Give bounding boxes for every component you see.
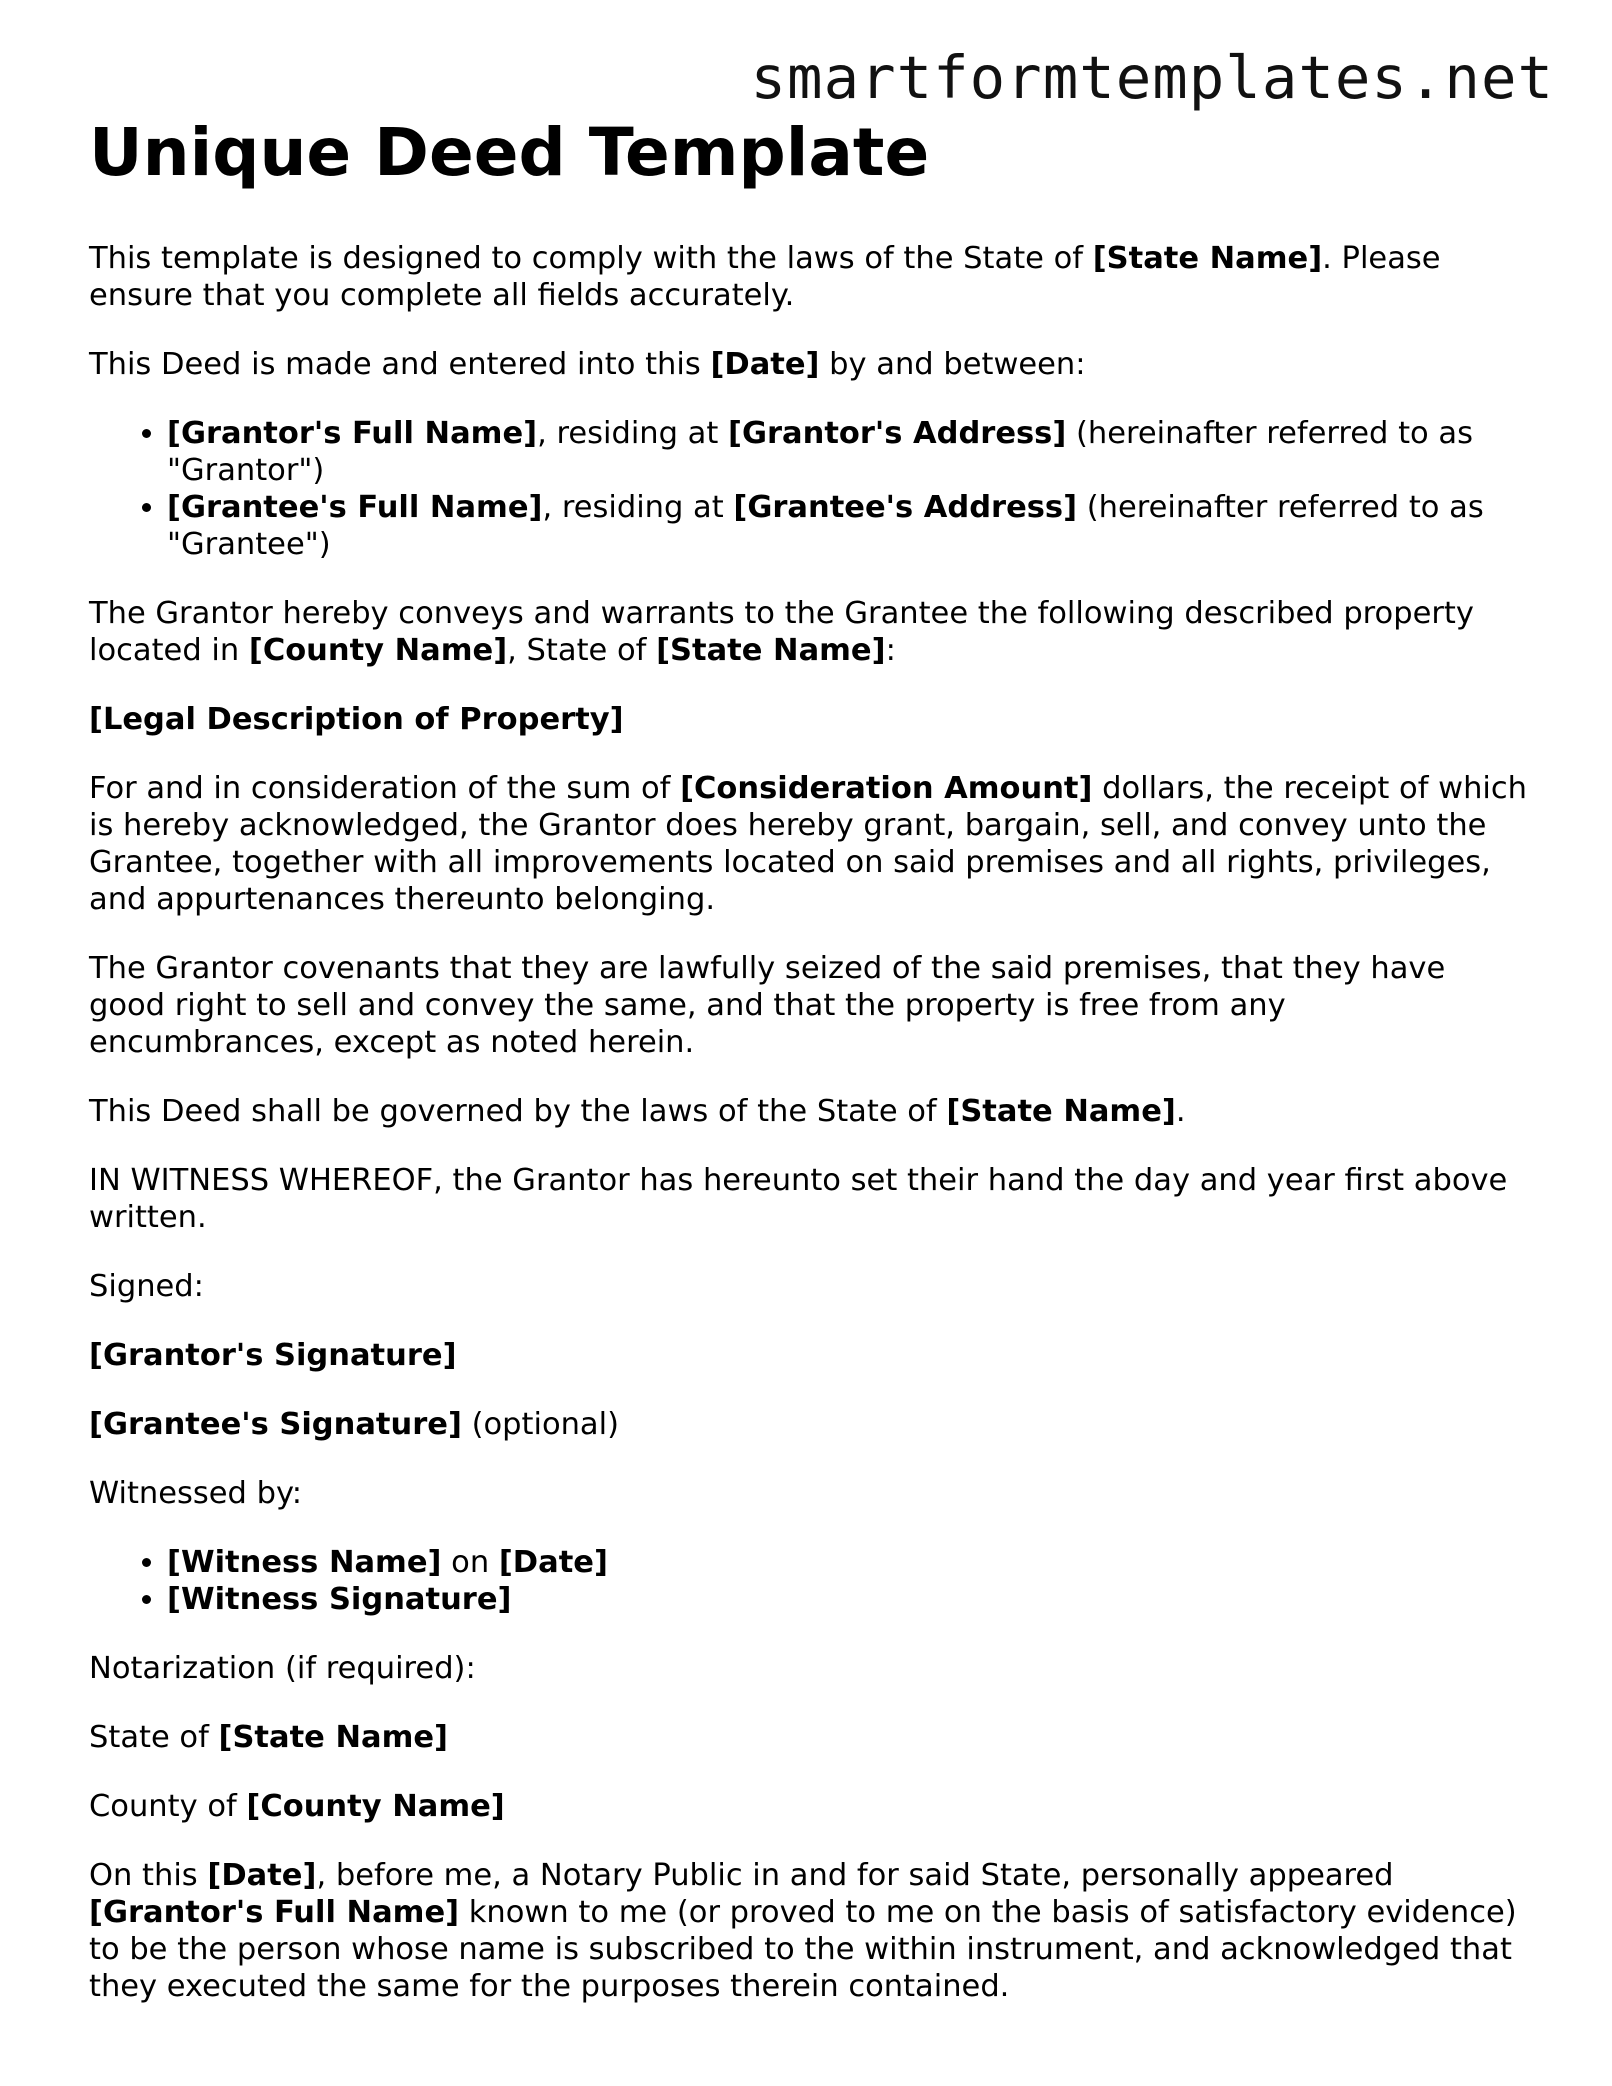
date-placeholder: [Date] <box>207 1858 317 1893</box>
state-name-placeholder: [State Name] <box>656 633 886 668</box>
witness-list <box>89 1544 1529 1618</box>
site-watermark: smartformtemplates.net <box>750 43 1554 112</box>
witness-name-placeholder: [Witness Name] <box>167 1545 442 1580</box>
list-item <box>167 1581 1529 1618</box>
date-placeholder: [Date] <box>498 1545 608 1580</box>
grantor-address-placeholder: [Grantor's Address] <box>728 416 1067 451</box>
state-name-placeholder: [State Name] <box>218 1720 448 1755</box>
witness-signature-placeholder: [Witness Signature] <box>167 1582 512 1617</box>
list-item: • [Grantee's Full Name], residing at [Grantee's Address] (hereinafter referred to as "Grantee") <box>167 489 1529 563</box>
grantor-name-placeholder: [Grantor's Full Name] <box>89 1895 460 1930</box>
witness-whereof-paragraph: IN WITNESS WHEREOF, the Grantor has hereunto set their hand the day and year first above written. <box>89 1163 1508 1235</box>
covenant-paragraph: The Grantor covenants that they are lawfully seized of the said premises, that they have good right to sell and convey the same, and that the property is free from any encumbrances, except as noted herein. <box>89 951 1446 1060</box>
consideration-paragraph: For and in consideration of the sum of [Consideration Amount] dollars, the receipt of which is hereby acknowledged, the Grantor does hereby grant, bargain, sell, and convey unto the Grantee, together with all improvements located on said premises and all rights, privileges, and appurtenances thereunto belonging. <box>89 771 1527 917</box>
notarization-label: Notarization (if required): <box>89 1651 476 1686</box>
county-name-placeholder: [County Name] <box>248 633 508 668</box>
witnessed-by-label: Witnessed by: <box>89 1476 303 1511</box>
date-placeholder: [Date] <box>710 347 820 382</box>
grantee-address-placeholder: [Grantee's Address] <box>733 490 1078 525</box>
list-item: • [Witness Name] on [Date] <box>167 1544 1529 1581</box>
notary-state-line: State of [State Name] <box>89 1720 448 1755</box>
parties-list <box>89 415 1529 563</box>
state-name-placeholder: [State Name] <box>946 1094 1176 1129</box>
consideration-amount-placeholder: [Consideration Amount] <box>680 771 1093 806</box>
deed-made-paragraph: This Deed is made and entered into this [Date] by and between: <box>89 347 1086 382</box>
intro-paragraph: This template is designed to comply with the laws of the State of [State Name]. Please ensure that you complete all fields accurately. <box>89 241 1441 313</box>
list-item: • [Grantor's Full Name], residing at [Grantor's Address] (hereinafter referred to as "Grantor") <box>167 415 1529 489</box>
conveyance-paragraph: The Grantor hereby conveys and warrants to the Grantee the following described property located in [County Name], State of [State Name]: <box>89 596 1474 668</box>
signed-label: Signed: <box>89 1269 204 1304</box>
county-name-placeholder: [County Name] <box>246 1789 505 1824</box>
grantee-name-placeholder: [Grantee's Full Name] <box>167 490 543 525</box>
state-name-placeholder: [State Name] <box>1092 241 1323 276</box>
page-title: Unique Deed Template <box>89 114 930 191</box>
governing-law-paragraph: This Deed shall be governed by the laws of the State of [State Name]. <box>89 1094 1186 1129</box>
notary-county-line: County of [County Name] <box>89 1789 505 1824</box>
deed-document <box>89 108 1529 2037</box>
notary-statement-paragraph: On this [Date], before me, a Notary Public in and for said State, personally appeared [Grantor's Full Name] known to me (or proved to me on the basis of satisfactory evidence) to be the person whose name is subscribed to the within instrument, and acknowledged that they executed the same for the purposes therein contained. <box>89 1858 1517 2004</box>
grantor-signature-line: [Grantor's Signature] <box>89 1338 457 1373</box>
legal-description-placeholder: [Legal Description of Property] <box>89 702 624 737</box>
grantor-name-placeholder: [Grantor's Full Name] <box>167 416 538 451</box>
grantee-signature-line: [Grantee's Signature] (optional) <box>89 1407 619 1442</box>
